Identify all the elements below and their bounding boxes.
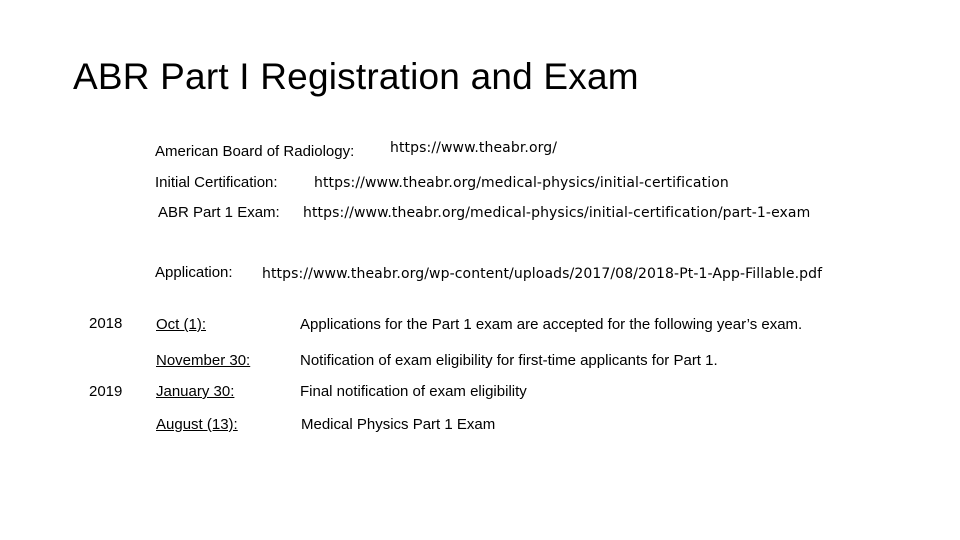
schedule-date: November 30: — [156, 352, 251, 369]
page-title: ABR Part I Registration and Exam — [73, 56, 639, 97]
initial-certification-url-link[interactable]: https://www.theabr.org/medical-physics/initial-certification — [314, 175, 729, 191]
part1-exam-label: ABR Part 1 Exam: — [158, 204, 280, 221]
year-2018: 2018 — [89, 315, 123, 332]
schedule-description: Applications for the Part 1 exam are accepted for the following year’s exam. — [300, 316, 803, 333]
schedule-date: August (13): — [156, 416, 238, 433]
abr-url-link[interactable]: https://www.theabr.org/ — [390, 140, 558, 156]
year-2019: 2019 — [89, 383, 123, 400]
part1-exam-url-link[interactable]: https://www.theabr.org/medical-physics/initial-certification/part-1-exam — [303, 205, 811, 221]
application-label: Application: — [155, 264, 233, 281]
schedule-description: Notification of exam eligibility for first-time applicants for Part 1. — [300, 352, 718, 369]
abr-label: American Board of Radiology: — [155, 143, 355, 160]
schedule-description: Final notification of exam eligibility — [300, 383, 527, 400]
application-url-link[interactable]: https://www.theabr.org/wp-content/uploads/2017/08/2018-Pt-1-App-Fillable.pdf — [262, 266, 823, 282]
schedule-date: January 30: — [156, 383, 235, 400]
schedule-description: Medical Physics Part 1 Exam — [301, 416, 496, 433]
initial-certification-label: Initial Certification: — [155, 174, 278, 191]
schedule-date: Oct (1): — [156, 316, 207, 333]
